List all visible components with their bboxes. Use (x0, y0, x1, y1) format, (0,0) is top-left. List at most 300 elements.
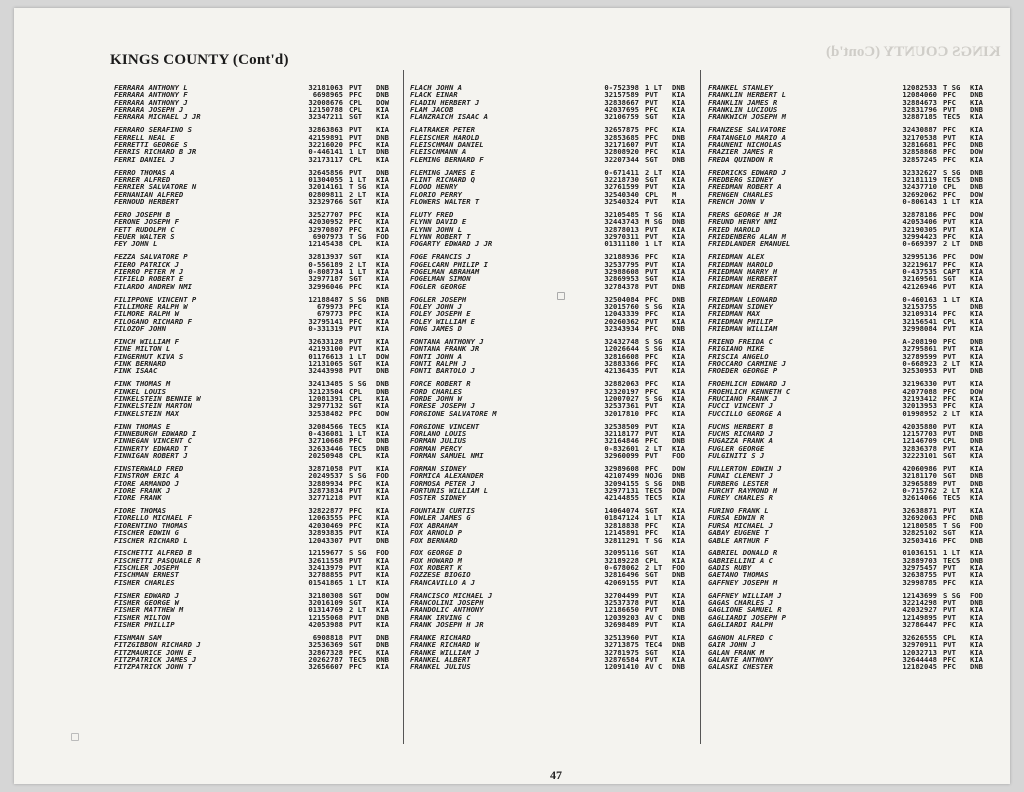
roster-entry (114, 310, 400, 317)
roster-entry (114, 649, 400, 656)
roster-entry (708, 514, 994, 521)
rank: PVT (943, 367, 956, 375)
status-code: KIA (376, 493, 389, 503)
entry-name: FORGIONE SALVATORE M (410, 409, 497, 417)
roster-group (708, 634, 994, 671)
rank: CPL (943, 317, 956, 325)
serial-number: 42077088 (902, 386, 937, 396)
roster-entry (708, 296, 994, 303)
status-code: KIA (970, 655, 983, 665)
status-code: KIA (376, 662, 389, 672)
entry-name: GAGLIONE SAMUEL R (708, 606, 782, 614)
serial-number: 32513960 (604, 633, 639, 643)
serial-number: 0-715762 (902, 485, 937, 495)
status-code: KIA (672, 344, 685, 354)
entry-name: FREEDMAN ROBERT A (708, 183, 782, 191)
rank: PFC (349, 141, 362, 149)
serial-number: 32698489 (604, 620, 639, 630)
entry-name: FRANCISCO MICHAEL J (410, 591, 493, 600)
rank: PVT (349, 564, 362, 572)
roster-entry (410, 338, 696, 345)
status-code: KIA (970, 112, 983, 122)
rank: PVT (943, 324, 956, 333)
roster-group (114, 592, 400, 629)
serial-number: 12081391 (308, 393, 343, 403)
serial-number: 32169561 (902, 274, 937, 284)
serial-number: 32771218 (308, 493, 343, 503)
status-code: KIA (376, 182, 389, 192)
rank: PFC (349, 514, 362, 522)
roster-entry (410, 472, 696, 479)
serial-number: 32831796 (902, 105, 937, 115)
roster-entry (708, 452, 994, 459)
status-code: KIA (376, 336, 389, 346)
rank: PFC (349, 310, 362, 318)
serial-number: 32884673 (902, 97, 937, 107)
entry-name: FISHER MILTON (114, 613, 171, 622)
serial-number: 32871058 (308, 463, 343, 473)
serial-number: 32094155 (604, 478, 639, 488)
rank: CPL (349, 106, 362, 114)
status-code: KIA (376, 224, 389, 234)
rank: T SG (349, 232, 367, 241)
rank (943, 303, 970, 310)
status-code: KIA (672, 239, 685, 249)
roster-entry (410, 649, 696, 656)
roster-group (114, 253, 400, 290)
rank: SGT (349, 198, 362, 206)
status-code: DNB (672, 662, 685, 672)
entry-name: FURSA MICHAEL J (708, 521, 773, 530)
serial-number: 32329766 (308, 197, 343, 206)
serial-number: 32970311 (604, 231, 639, 241)
serial-number: 32347211 (308, 112, 343, 122)
entry-name: GAGNON ALFRED C (708, 634, 773, 642)
serial-number: 32614066 (902, 493, 937, 503)
serial-number: 32171607 (604, 140, 639, 149)
entry-name: FERRIS RICHARD B JR (114, 148, 197, 156)
status-code: KIA (970, 281, 983, 291)
rank: SGT (943, 472, 956, 480)
entry-name: FLYNN JOHN L (410, 225, 462, 233)
serial-number: 32538482 (308, 408, 343, 418)
status-code: DNB (376, 132, 389, 142)
status-code: KIA (376, 450, 389, 460)
entry-name: FERONE JOSEPH F (114, 218, 179, 226)
entry-name: FILMORE RALPH W (114, 310, 179, 318)
status-code: DNB (672, 217, 685, 227)
roster-entry (410, 240, 696, 247)
status-code: KIA (376, 620, 389, 630)
rank: PVT (645, 599, 658, 607)
entry-name: FLUTY FRED (410, 210, 454, 219)
roster-entry (708, 218, 994, 225)
roster-entry (708, 191, 994, 198)
status-code: KIA (672, 513, 685, 523)
entry-name: FORDE JOHN W (410, 394, 462, 403)
rank: PFC (943, 98, 956, 107)
status-code: KIA (376, 154, 389, 164)
serial-number: 32320197 (604, 386, 639, 396)
roster-entry (410, 106, 696, 113)
rank: PVT (943, 282, 956, 290)
status-code: KIA (970, 323, 983, 333)
entry-name: FERNOUD HERBERT (114, 198, 179, 206)
status-code: DNB (376, 612, 389, 622)
rank: CPL (943, 634, 956, 642)
roster-entry (708, 134, 994, 141)
rank: TEC4 (645, 641, 663, 649)
roster-entry (708, 402, 994, 409)
status-code: KIA (970, 401, 983, 411)
status-code: DOW (970, 147, 983, 157)
roster-entry (410, 253, 696, 260)
roster-entry (114, 360, 400, 367)
roster-entry (114, 91, 400, 98)
rank: PVT (645, 267, 658, 276)
status-code: DNB (672, 570, 685, 580)
roster-entry (410, 388, 696, 395)
status-code: KIA (672, 535, 685, 545)
rank: PVT (943, 606, 956, 614)
serial-number: 32164846 (604, 436, 639, 446)
entry-name: FOGELMAN ABRAHAM (410, 267, 480, 276)
entry-name: FRERS GEORGE H JR (708, 210, 782, 219)
status-code: KIA (376, 520, 389, 530)
rank: PVT (349, 324, 362, 333)
status-code: DNB (970, 167, 983, 177)
entry-name: FRAZIER JAMES R (708, 148, 773, 156)
entry-name: FILARDO ANDREW NMI (114, 282, 192, 290)
rank: 1 LT (349, 267, 367, 276)
status-code: KIA (970, 485, 983, 495)
rank: SGT (349, 641, 362, 649)
serial-number: 0-678062 (604, 563, 639, 573)
serial-number: 32095116 (604, 548, 639, 558)
rank: PFC (645, 126, 658, 134)
serial-number: 12150788 (308, 105, 343, 115)
page-number: 47 (550, 768, 562, 782)
rank: PVT (349, 345, 362, 353)
status-code: KIA (672, 379, 685, 389)
serial-number: 6908818 (312, 633, 343, 643)
serial-number: 32795861 (902, 344, 937, 354)
scan-artifact-mark (71, 733, 79, 741)
serial-number: 32106759 (604, 112, 639, 122)
serial-number: 20260362 (604, 316, 639, 326)
serial-number: 12149895 (902, 612, 937, 622)
rank: PVT (349, 464, 362, 473)
roster-entry (114, 599, 400, 606)
rank: PFC (943, 310, 956, 318)
serial-number: 6698965 (312, 90, 343, 100)
roster-entry (114, 410, 400, 417)
serial-number: 32170538 (902, 132, 937, 142)
roster-group (410, 423, 696, 460)
roster-entry (708, 621, 994, 628)
roster-entry (410, 169, 696, 176)
roster-entry (114, 233, 400, 240)
roster-entry (114, 614, 400, 621)
roster-entry (708, 494, 994, 501)
status-code: DNB (970, 301, 983, 311)
serial-number: 32437710 (902, 182, 937, 192)
status-code: KIA (376, 421, 389, 431)
roster-group (708, 84, 994, 121)
status-code: KIA (672, 401, 685, 411)
roster-entry (708, 345, 994, 352)
status-code: KIA (376, 174, 389, 184)
status-code: KIA (672, 443, 685, 453)
status-code: KIA (970, 351, 983, 361)
rank: SGT (349, 113, 362, 121)
roster-group (410, 253, 696, 290)
entry-name: FOGLER GEORGE (410, 282, 467, 290)
entry-name: FISHER EDWARD J (114, 591, 179, 600)
entry-name: FORMAN JULIUS (410, 437, 467, 445)
serial-number: 32656607 (308, 662, 343, 672)
entry-name: FINKELSTEIN MAX (114, 409, 179, 417)
roster-entry (410, 325, 696, 332)
serial-number: 32443743 (604, 217, 639, 227)
serial-number: 32530953 (902, 366, 937, 376)
rank: PVT (943, 345, 956, 353)
serial-number: 0-806143 (902, 197, 937, 206)
entry-name: GAFFNEY WILLIAM J (708, 591, 782, 600)
entry-name: FIORE ARMANDO J (114, 479, 179, 487)
entry-name: FLATRAKER PETER (410, 126, 475, 134)
rank: TEC5 (349, 422, 367, 430)
roster-entry (114, 84, 400, 91)
rank: CPL (349, 387, 362, 395)
status-code: DNB (376, 294, 389, 304)
status-code: KIA (376, 209, 389, 219)
roster-entry (708, 99, 994, 106)
roster-entry (114, 472, 400, 479)
serial-number: 32977132 (308, 401, 343, 411)
roster-entry (114, 126, 400, 133)
rank: PVT (645, 656, 658, 664)
entry-name: GABLE ARTHUR F (708, 536, 769, 544)
status-code: KIA (672, 266, 685, 276)
serial-number: 32503416 (902, 535, 937, 545)
rank: PFC (645, 352, 658, 360)
roster-group (410, 592, 696, 629)
roster-entry (708, 126, 994, 133)
serial-number: 32989608 (604, 463, 639, 473)
entry-name: FRANKLIN LUCIOUS (708, 106, 778, 114)
rank: PFC (943, 210, 956, 219)
entry-name: FONG JAMES D (410, 324, 462, 333)
roster-entry (708, 380, 994, 387)
roster-entry (708, 641, 994, 648)
serial-number: 01314769 (308, 605, 343, 615)
roster-entry (410, 614, 696, 621)
rank: SGT (943, 275, 956, 283)
rank: S SG (349, 380, 367, 388)
status-code: KIA (672, 408, 685, 418)
entry-name: FIFIELD ROBERT E (114, 275, 184, 283)
entry-name: FITZPATRICK JOHN T (114, 663, 192, 671)
entry-name: FIORELLO MICHAEL F (114, 514, 192, 522)
entry-name: FOX ABRAHAM (410, 521, 458, 530)
serial-number: 12155068 (308, 612, 343, 622)
entry-name: FOGE FRANCIS J (410, 253, 471, 261)
status-code: KIA (970, 605, 983, 615)
roster-entry (708, 437, 994, 444)
serial-number: 0-446141 (308, 147, 343, 157)
rank: 2 LT (943, 486, 961, 495)
status-code: DNB (672, 132, 685, 142)
serial-number: 32196330 (902, 379, 937, 389)
roster-entry (410, 557, 696, 564)
entry-name: FROEHLICH KENNETH C (708, 387, 791, 395)
serial-number: 32867328 (308, 647, 343, 657)
rank: PVT (645, 141, 658, 149)
serial-number: 32084566 (308, 421, 343, 431)
status-code: KIA (970, 620, 983, 630)
roster-group (114, 84, 400, 121)
serial-number: 0-752398 (604, 83, 639, 92)
status-code: KIA (376, 189, 389, 199)
status-code: FOD (376, 471, 389, 481)
roster-entry (114, 557, 400, 564)
roster-group (114, 634, 400, 671)
rank: PFC (943, 536, 956, 544)
serial-number: 32977187 (308, 274, 343, 284)
entry-name: FROEHLICH EDWARD J (708, 380, 786, 388)
rank: PVT (349, 494, 362, 502)
serial-number: 32869953 (604, 274, 639, 284)
roster-entry (708, 537, 994, 544)
rank: PFC (349, 521, 362, 530)
entry-name: FRIEDENBERG ALAN M (708, 232, 786, 241)
serial-number: 32611558 (308, 555, 343, 565)
rank: PFC (645, 387, 658, 395)
roster-entry (114, 113, 400, 120)
roster-entry (114, 465, 400, 472)
serial-number: 32795141 (308, 316, 343, 326)
roster-entry (410, 494, 696, 501)
status-code: KIA (970, 379, 983, 389)
roster-entry (708, 423, 994, 430)
roster-entry (708, 592, 994, 599)
roster-entry (114, 296, 400, 303)
rank: PVT (349, 571, 362, 579)
roster-entry (410, 529, 696, 536)
entry-name: FISCHMAN ERNEST (114, 571, 179, 579)
entry-name: FOGELCARN PHILIP I (410, 260, 488, 268)
serial-number: 32853685 (604, 132, 639, 142)
rank: PVT (349, 367, 362, 375)
rank: PVT (943, 571, 956, 579)
entry-name: FISCHER EDWIN G (114, 529, 179, 537)
rank: PFC (349, 225, 362, 233)
status-code: DOW (376, 97, 389, 107)
entry-name: FOX GEORGE D (410, 549, 462, 557)
entry-name: FULGINITI S J (708, 451, 765, 460)
status-code: KIA (376, 563, 389, 573)
entry-name: FISHER PHILLIP (114, 621, 175, 629)
roster-entry (114, 571, 400, 578)
status-code: DNB (672, 83, 685, 92)
entry-name: FINCH WILLIAM F (114, 337, 179, 346)
roster-entry (708, 564, 994, 571)
serial-number: 0-556189 (308, 259, 343, 269)
roster-entry (410, 395, 696, 402)
entry-name: FLOWERS WALTER T (410, 198, 480, 206)
entry-name: FRANKLIN JAMES R (708, 98, 778, 107)
serial-number: 42053988 (308, 620, 343, 630)
entry-name: FREDBERG SIDNEY (708, 175, 773, 184)
roster-entry (410, 579, 696, 586)
rank: PFC (943, 337, 956, 346)
rank: PVT (349, 84, 362, 92)
roster-entry (410, 452, 696, 459)
roster-entry (708, 183, 994, 190)
roster-entry (114, 430, 400, 437)
serial-number: 12032713 (902, 647, 937, 657)
status-code: KIA (376, 239, 389, 249)
roster-entry (410, 198, 696, 205)
serial-number: 0-808734 (308, 266, 343, 276)
status-code: KIA (970, 259, 983, 269)
serial-number: 12043307 (308, 535, 343, 545)
serial-number: 32786447 (902, 620, 937, 630)
roster-entry (114, 253, 400, 260)
entry-name: GAGAS CHARLES J (708, 599, 773, 607)
rank: T SG (349, 183, 367, 191)
serial-number: 20249537 (308, 471, 343, 481)
status-code: DNB (672, 471, 685, 481)
entry-name: FEUER WALTER S (114, 232, 175, 241)
rank: PVT (943, 613, 956, 622)
status-code: DNB (376, 147, 389, 157)
serial-number: 32216020 (308, 140, 343, 149)
roster-group (708, 549, 994, 586)
status-code: FOD (970, 520, 983, 530)
status-code: KIA (672, 590, 685, 600)
status-code: KIA (970, 577, 983, 587)
serial-number: 32413979 (308, 563, 343, 573)
serial-number: 42037695 (604, 105, 639, 115)
entry-name: FRATANGELO MARIO A (708, 133, 786, 141)
rank: PFC (645, 106, 658, 114)
roster-entry (114, 106, 400, 113)
serial-number: 32105485 (604, 209, 639, 219)
entry-name: GADIS RUBY (708, 564, 752, 572)
entry-name: FREDA QUINDON R (708, 155, 773, 164)
status-code: DNB (970, 478, 983, 488)
entry-name: FINE MILTON L (114, 345, 171, 353)
rank: AV C (645, 613, 663, 622)
roster-column-2 (410, 84, 696, 676)
rank: S SG (645, 337, 663, 346)
roster-entry (410, 191, 696, 198)
roster-entry (410, 113, 696, 120)
entry-name: FINK ISAAC (114, 367, 158, 375)
serial-number: 0-669397 (902, 239, 937, 249)
roster-entry (410, 599, 696, 606)
entry-name: FINKELSTEIN BENNIE W (114, 394, 201, 403)
status-code: KIA (672, 555, 685, 565)
status-code: KIA (970, 640, 983, 650)
serial-number: 0-832601 (604, 443, 639, 453)
status-code: KIA (970, 83, 983, 92)
roster-entry (114, 268, 400, 275)
roster-entry (114, 318, 400, 325)
rank: 1 LT (349, 175, 367, 184)
